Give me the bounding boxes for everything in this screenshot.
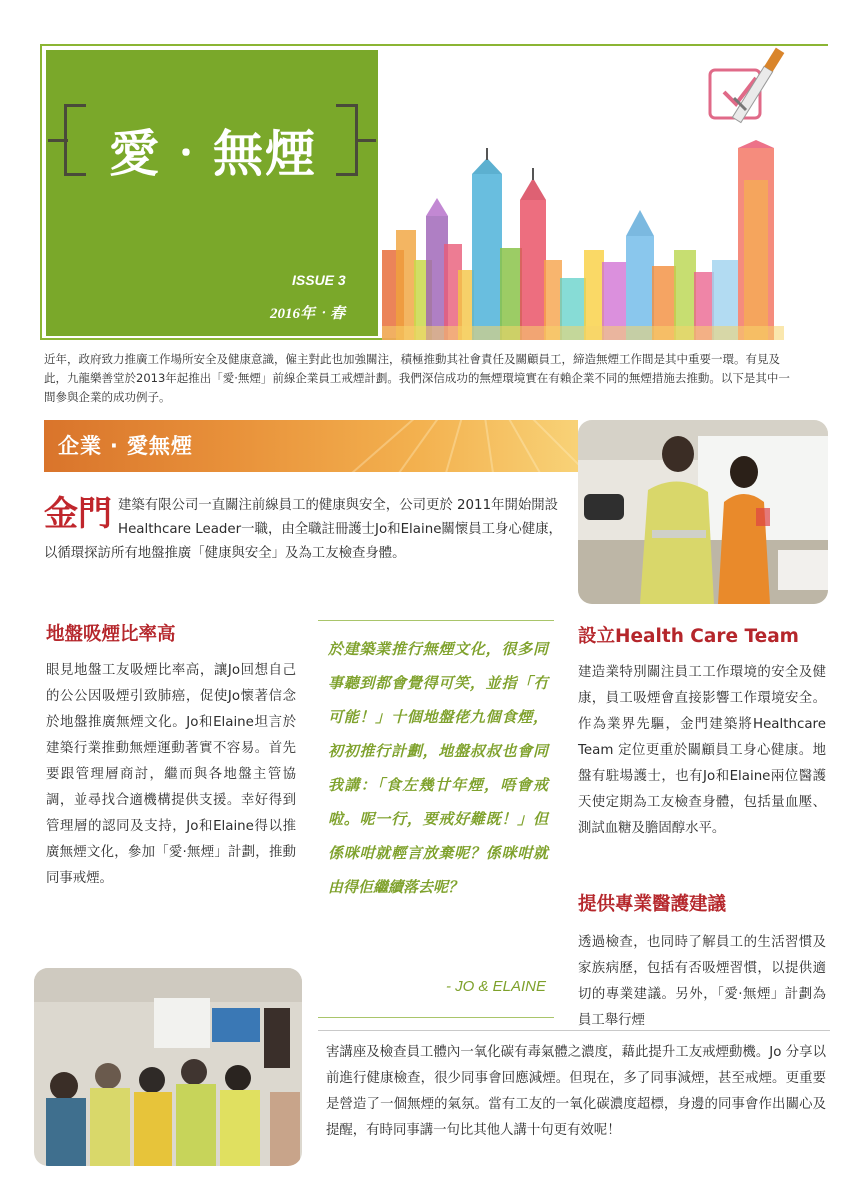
newsletter-title: 愛‧無煙	[109, 124, 317, 183]
pull-quote: 於建築業推行無煙文化，很多同事聽到都會覺得可笑，並指「冇可能！」十個地盤佬九個食煙，初初推行計劃，地盤叔叔也會同我講：「食左幾廿年煙，唔會戒啦。呢一行，要戒好難既！」但係咪咁就輕言放棄呢？係咪咁就由得佢繼續落去呢？	[328, 640, 548, 896]
issue-number: ISSUE 3	[292, 272, 346, 288]
masthead-frame-bottom	[40, 338, 400, 340]
right-column-text-1: 建造業特別關注員工工作環境的安全及健康，員工吸煙會直接影響工作環境安全。作為業界先驅，金門建築將Healthcare Team 定位更重於關顧員工身心健康。地盤有駐場護士，也有Jo和Elaine兩位醫護天使定期為工友檢查身體，包括量血壓、測試血糖及膽固醇水平。	[578, 665, 826, 836]
heading-high-smoking-rate: 地盤吸煙比率高	[46, 624, 176, 645]
intro-paragraph: 近年，政府致力推廣工作場所安全及健康意識，僱主對此也加強關注，積極推動其社會責任及關顧員工，締造無煙工作間是其中重要一環。有見及此，九龍樂善堂於2013年起推出「愛‧無煙」前線企業員工戒煙計劃。我們深信成功的無煙環境實在有賴企業不同的無煙措施去推動。以下是其中一間參與企業的成功例子。	[44, 352, 790, 404]
heading-health-care-team: 設立Health Care Team	[578, 626, 799, 647]
right-bracket	[336, 104, 358, 176]
divider-line	[318, 1030, 830, 1031]
section-banner	[44, 420, 578, 472]
banner-ray-decoration	[224, 420, 578, 472]
health-talk-photo	[578, 420, 828, 604]
issue-season: 2016年‧春	[270, 306, 346, 322]
city-skyline-illustration	[382, 140, 784, 340]
right-bracket-tick	[356, 139, 376, 142]
left-column-text: 眼見地盤工友吸煙比率高，讓Jo回想自己的公公因吸煙引致肺癌，促使Jo懷著信念於地盤推廣無煙文化。Jo和Elaine坦言於建築行業推動無煙運動著實不容易。首先要跟管理層商討，繼而與各地盤主管協調，並尋找合適機構提供支援。幸好得到管理層的認同及支持，Jo和Elaine得以推廣無煙文化，參加「愛‧無煙」計劃，推動同事戒煙。	[46, 663, 296, 886]
quote-attribution: - JO & ELAINE	[445, 978, 546, 995]
right-column-text-2: 透過檢查，也同時了解員工的生活習慣及家族病歷，包括有否吸煙習慣，以提供適切的專業建議。另外，「愛‧無煙」計劃為員工舉行煙	[578, 935, 826, 1028]
heading-professional-advice: 提供專業醫護建議	[578, 894, 727, 915]
bottom-paragraph: 害講座及檢查員工體內一氧化碳有毒氣體之濃度，藉此提升工友戒煙動機。Jo 分享以前進行健康檢查，很少同事會回應減煙。但現在，多了同事減煙，甚至戒煙。更重要是營造了一個無煙的氣氛。當有工友的一氧化碳濃度超標，身邊的同事會作出關心及提醒，有時同事講一句比其他人講十句更有效呢！	[326, 1045, 826, 1138]
no-smoking-icon	[694, 28, 804, 128]
lead-text: 建築有限公司一直關注前線員工的健康與安全，公司更於 2011年開始開設Healthcare Leader一職，由全職註冊護士Jo和Elaine關懷員工身心健康，以循環探訪所有地盤推廣「健康與安全」及為工友檢查身體。	[44, 498, 562, 561]
company-name-dropcap: 金門	[44, 494, 112, 534]
section-title: 企業 ‧ 愛無煙	[58, 434, 193, 458]
left-bracket-tick	[48, 139, 68, 142]
workshop-audience-photo	[34, 968, 302, 1166]
title-panel	[46, 50, 378, 336]
lead-paragraph	[44, 494, 564, 566]
